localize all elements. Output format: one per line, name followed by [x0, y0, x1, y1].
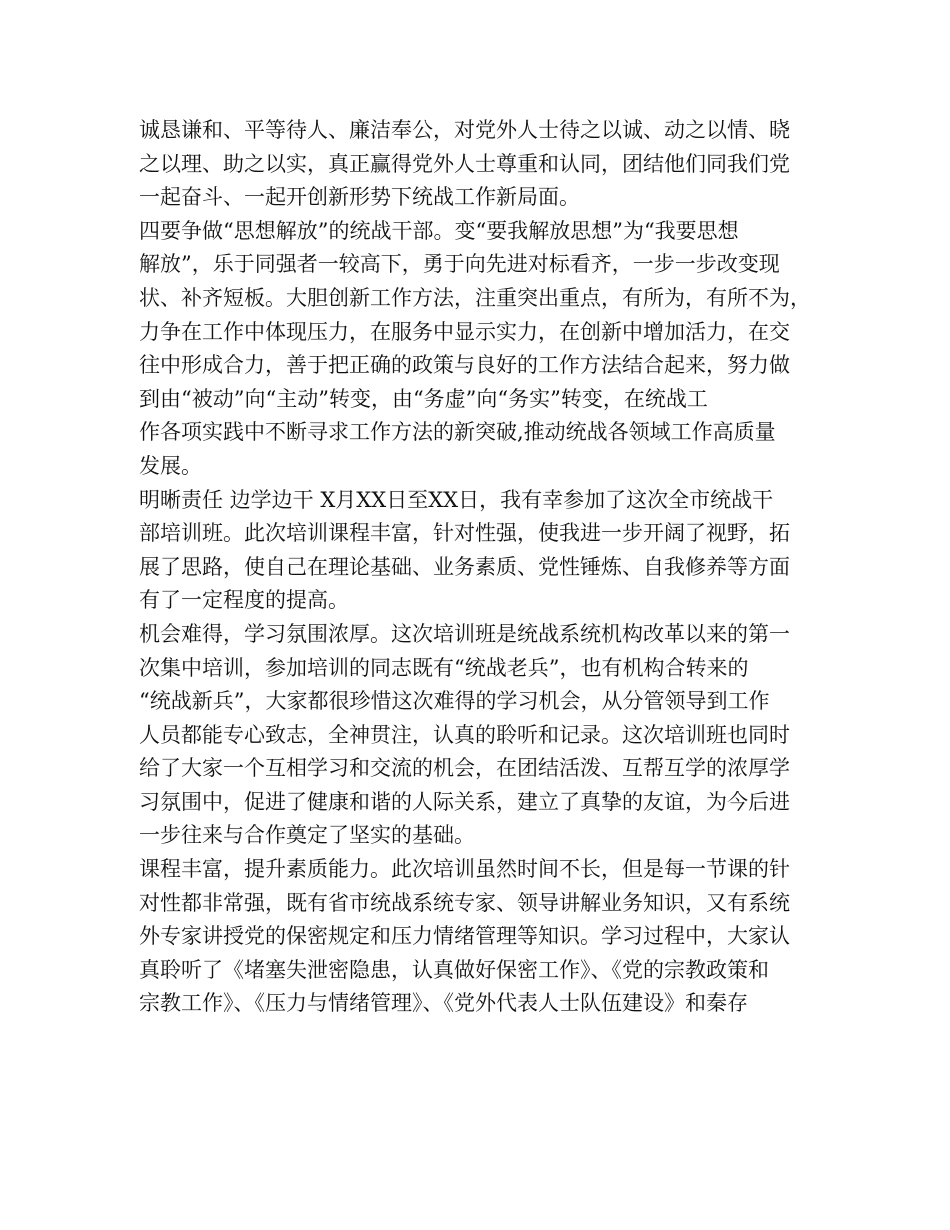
document-body	[139, 114, 829, 1021]
text-line: 对性都非常强，既有省市统战系统专家、领导讲解业务知识，又有系统	[139, 890, 790, 915]
text-line: 明晰责任 边学边干 X月XX日至XX日，我有幸参加了这次全市统战干	[139, 487, 774, 512]
text-line: 往中形成合力，善于把正确的政策与良好的工作方法结合起来，努力做	[139, 353, 790, 378]
text-line: 一起奋斗、一起开创新形势下统战工作新局面。	[139, 185, 580, 210]
text-line: 力争在工作中体现压力，在服务中显示实力，在创新中增加活力，在交	[139, 319, 790, 344]
text-line: 机会难得，学习氛围浓厚。这次培训班是统战系统机构改革以来的第一	[139, 621, 790, 646]
text-line: 四要争做“思想解放”的统战干部。变“要我解放思想”为“我要思想	[139, 218, 739, 243]
text-line: 一步往来与合作奠定了坚实的基础。	[139, 823, 475, 848]
text-line: 部培训班。此次培训课程丰富，针对性强，使我进一步开阔了视野，拓	[139, 521, 790, 546]
text-line: 展了思路，使自己在理论基础、业务素质、党性锤炼、自我修养等方面	[139, 554, 790, 579]
text-line: 外专家讲授党的保密规定和压力情绪管理等知识。学习过程中，大家认	[139, 924, 790, 949]
text-line: 给了大家一个互相学习和交流的机会，在团结活泼、互帮互学的浓厚学	[139, 756, 790, 781]
text-line: 习氛围中，促进了健康和谐的人际关系，建立了真挚的友谊，为今后进	[139, 789, 790, 814]
text-line: 有了一定程度的提高。	[139, 588, 349, 613]
text-line: 之以理、助之以实，真正赢得党外人士尊重和认同，团结他们同我们党	[139, 151, 790, 176]
text-line: 人员都能专心致志，全神贯注，认真的聆听和记录。这次培训班也同时	[139, 722, 790, 747]
text-line: “统战新兵”，大家都很珍惜这次难得的学习机会，从分管领导到工作	[139, 689, 770, 714]
text-line: 到由“被动”向“主动”转变，由“务虚”向“务实”转变，在统战工	[139, 386, 708, 411]
text-line: 状、补齐短板。大胆创新工作方法，注重突出重点，有所为，有所不为，	[139, 285, 811, 310]
text-line: 作各项实践中不断寻求工作方法的新突破,推动统战各领域工作高质量	[139, 420, 776, 445]
text-line: 次集中培训，参加培训的同志既有“统战老兵”，也有机构合转来的	[139, 655, 749, 680]
text-line: 课程丰富，提升素质能力。此次培训虽然时间不长，但是每一节课的针	[139, 857, 790, 882]
text-line: 解放”，乐于同强者一较高下，勇于向先进对标看齐，一步一步改变现	[139, 252, 780, 277]
text-line: 发展。	[139, 453, 202, 478]
text-line: 宗教工作》、《压力与情绪管理》、《党外代表人士队伍建设》和秦存	[139, 991, 748, 1016]
text-line: 真聆听了《堵塞失泄密隐患，认真做好保密工作》、《党的宗教政策和	[139, 957, 769, 982]
text-line: 诚恳谦和、平等待人、廉洁奉公，对党外人士待之以诚、动之以情、晓	[139, 118, 790, 142]
